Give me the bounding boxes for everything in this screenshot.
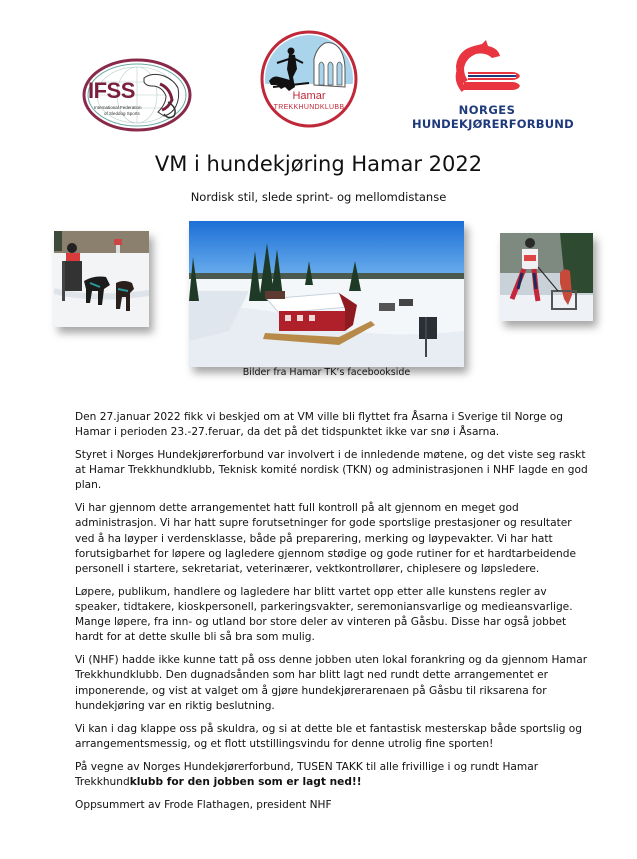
nhf-logo-line1: NORGES xyxy=(458,103,516,117)
nhf-logo-line2: HUNDEKJØRERFORBUND xyxy=(412,117,574,131)
article-body xyxy=(75,410,590,820)
thanks-text: På vegne av Norges Hundekjørerforbund, TUSEN TAKK til alle frivillige i og rundt Hamar Trekkhund xyxy=(75,760,539,788)
clubhouse-aerial-photo xyxy=(189,221,464,367)
dog-sled-team-photo xyxy=(54,231,149,327)
norges-hundekjorerforbund-logo xyxy=(412,40,574,131)
photo-caption: Bilder fra Hamar TK’s facebookside xyxy=(242,367,411,378)
ifss-line1: International Federation xyxy=(94,105,142,110)
ifss-logo xyxy=(82,58,192,132)
hamar-logo-top-text: Hamar xyxy=(292,90,326,102)
paragraph-6: Vi kan i dag klappe oss på skuldra, og si at dette ble et fantastisk mesterskap både sportslig og arrangementsmessig, og et flott utstillingsvindu for denne utrolig fine sporten! xyxy=(75,722,582,750)
signature: Oppsummert av Frode Flathagen, president NHF xyxy=(75,798,332,811)
skijoring-photo xyxy=(500,233,593,321)
paragraph-3: Vi har gjennom dette arrangementet hatt full kontroll på alt gjennom en meget god administrasjon. Vi har hatt supre forutsetninger for gode sportslige prestasjoner og resultater ved å ha løyper i verdensklasse, både på preparering, merking og løypevakter. Vi har hatt forutsigbarhet for løpere og lagledere gjennom stødige og gode rutiner for et hardtarbeidende personell i startere, sekretariat, veterinærer, vektkontrollører, chiplesere og løpsledere. xyxy=(75,502,576,576)
ifss-line2: of Sleddog Sports xyxy=(104,111,140,116)
document-subtitle: Nordisk stil, slede sprint- og mellomdistanse xyxy=(190,190,447,204)
paragraph-2: Styret i Norges Hundekjørerforbund var involvert i de innledende møtene, og det viste seg raskt at Hamar Trekkhundklubb, Teknisk komité nordisk (TKN) og administrasjonen i NHF lagde en god plan. xyxy=(75,449,588,492)
hamar-trekkhundklubb-logo xyxy=(259,29,359,129)
paragraph-1: Den 27.januar 2022 fikk vi beskjed om at VM ville bli flyttet fra Åsarna i Sverige til Norge og Hamar i perioden 23.-27.feruar, da det på det tidspunktet ikke var snø i Åsarna. xyxy=(75,411,564,439)
thanks-paragraph xyxy=(75,760,590,790)
document-title: VM i hundekjøring Hamar 2022 xyxy=(154,152,483,176)
paragraph-4: Løpere, publikum, handlere og lagledere har blitt vartet opp etter alle kunstens regler av speaker, tidtakere, kioskpersonell, parkeringsvakter, seremoniansvarlige og medieansvarlige. Mange løpere, fra inn- og utland bor store deler av vinteren på Gåsbu. Disse har også jobbet hardt for at dette skulle bli så bra som mulig. xyxy=(75,585,573,644)
hamar-logo-bottom-text: TREKKHUNDKLUBB xyxy=(273,104,345,111)
thanks-bold-text: klubb for den jobben som er lagt ned!! xyxy=(129,775,362,788)
paragraph-5: Vi (NHF) hadde ikke kunne tatt på oss denne jobben uten lokal forankring og da gjennom Hamar Trekkhundklubb. Den dugnadsånden som har blitt lagt ned rundt dette arrangementet er imponerende, og vist at valget om å gjøre hundekjørerarenaen på Gåsbu til riksarena for hundekjøring var en riktig beslutning. xyxy=(75,654,588,712)
ifss-abbr: IFSS xyxy=(88,78,135,103)
